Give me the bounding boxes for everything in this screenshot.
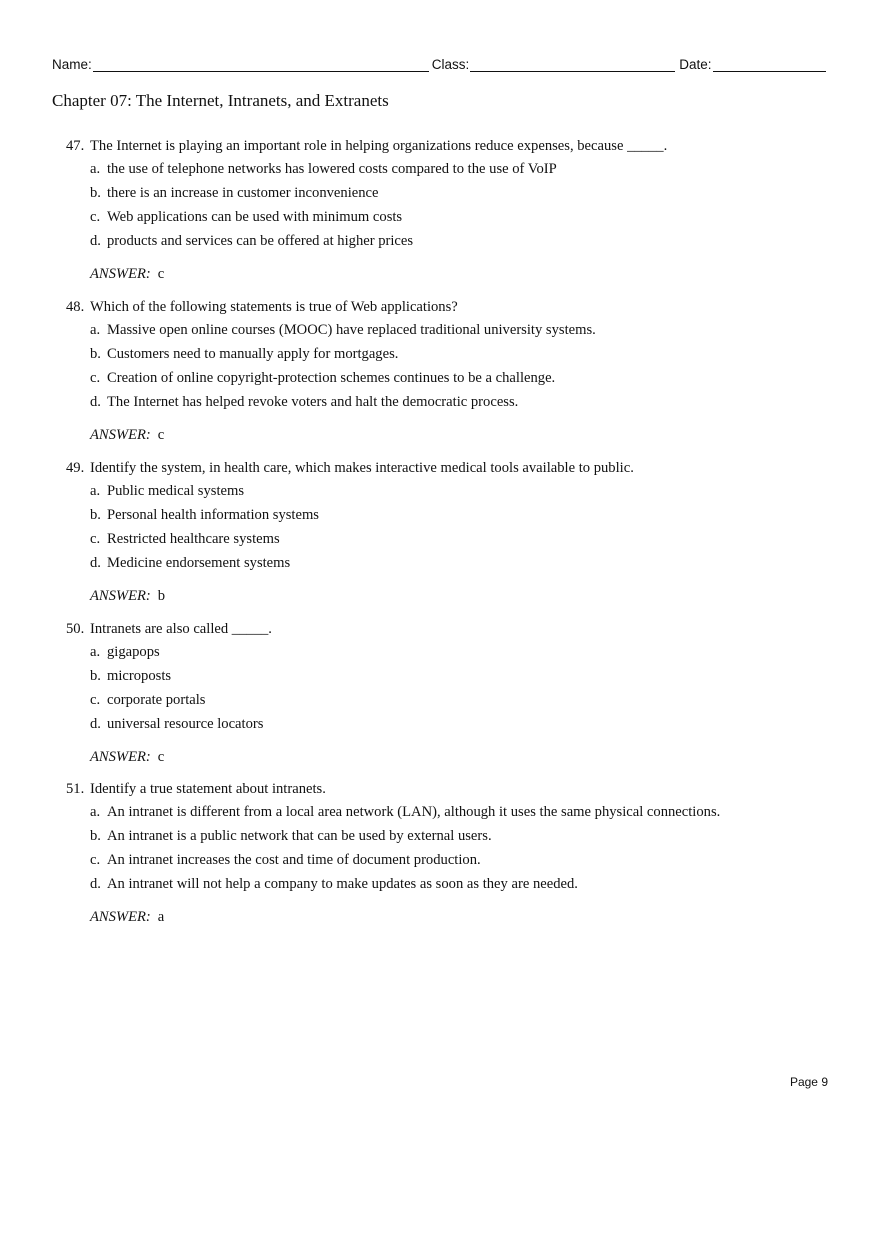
option-text: An intranet is different from a local area network (LAN), although it uses the same physical connections. — [107, 804, 721, 820]
option-text: The Internet has helped revoke voters and halt the democratic process. — [107, 394, 519, 410]
option-a — [90, 157, 691, 181]
option-b — [90, 503, 658, 527]
option-text: Restricted healthcare systems — [107, 531, 280, 547]
question-stem — [66, 135, 667, 157]
option-d — [90, 872, 720, 896]
option-letter: a. — [90, 483, 101, 499]
question-text: Identify a true statement about intranets. — [90, 781, 326, 797]
option-letter: d. — [90, 555, 101, 571]
answer-label: ANSWER: — [90, 588, 151, 604]
answer-label: ANSWER: — [90, 909, 151, 925]
answer-line — [90, 424, 596, 446]
option-d — [90, 551, 658, 575]
option-text: gigapops — [107, 644, 160, 660]
option-text: An intranet is a public network that can be used by external users. — [107, 828, 492, 844]
option-c — [90, 527, 658, 551]
name-blank-line — [93, 57, 429, 72]
question-48 — [66, 296, 596, 446]
option-text: products and services can be offered at higher prices — [107, 233, 414, 249]
name-label: Name: — [52, 57, 92, 72]
option-text: An intranet increases the cost and time of document production. — [107, 852, 481, 868]
option-text: Personal health information systems — [107, 507, 319, 523]
option-letter: b. — [90, 507, 101, 523]
option-c — [90, 848, 720, 872]
option-letter: b. — [90, 828, 101, 844]
option-b — [90, 342, 596, 366]
option-letter: d. — [90, 876, 101, 892]
question-stem — [66, 618, 272, 640]
date-field — [679, 57, 825, 72]
option-text: universal resource locators — [107, 716, 264, 732]
option-text: Customers need to manually apply for mortgages. — [107, 346, 399, 362]
option-text: Creation of online copyright-protection schemes continues to be a challenge. — [107, 370, 556, 386]
class-field — [432, 57, 676, 72]
option-b — [90, 824, 720, 848]
option-c — [90, 688, 296, 712]
chapter-title: Chapter 07: The Internet, Intranets, and Extranets — [52, 91, 389, 110]
answer-value: a — [157, 909, 165, 925]
option-letter: b. — [90, 346, 101, 362]
question-50 — [66, 618, 272, 768]
question-text: Identify the system, in health care, which makes interactive medical tools available to public. — [90, 460, 634, 476]
option-text: the use of telephone networks has lowered costs compared to the use of VoIP — [107, 161, 557, 177]
page-number: Page 9 — [789, 1075, 828, 1089]
option-text: there is an increase in customer inconvenience — [107, 185, 379, 201]
question-number: 48. — [66, 299, 85, 315]
option-a — [90, 640, 296, 664]
option-letter: d. — [90, 233, 101, 249]
option-letter: a. — [90, 161, 101, 177]
question-text: Intranets are also called _____. — [90, 621, 272, 637]
option-letter: d. — [90, 716, 101, 732]
question-stem — [66, 296, 572, 318]
option-text: Massive open online courses (MOOC) have replaced traditional university systems. — [107, 322, 596, 338]
option-c — [90, 205, 691, 229]
option-text: An intranet will not help a company to make updates as soon as they are needed. — [107, 876, 578, 892]
option-text: corporate portals — [107, 692, 206, 708]
date-label: Date: — [679, 57, 712, 72]
option-letter: d. — [90, 394, 101, 410]
answer-line — [90, 746, 296, 768]
answer-label: ANSWER: — [90, 749, 151, 765]
header-fields — [52, 50, 828, 72]
option-letter: a. — [90, 322, 101, 338]
answer-value: b — [157, 588, 166, 604]
option-letter: c. — [90, 692, 101, 708]
option-letter: a. — [90, 804, 101, 820]
option-c — [90, 366, 596, 390]
option-letter: c. — [90, 531, 101, 547]
option-letter: b. — [90, 668, 101, 684]
option-d — [90, 712, 296, 736]
answer-value: c — [157, 266, 165, 282]
option-a — [90, 479, 658, 503]
name-field — [52, 57, 429, 72]
question-stem — [66, 778, 696, 800]
option-d — [90, 229, 691, 253]
question-text: Which of the following statements is true of Web applications? — [90, 299, 458, 315]
option-letter: c. — [90, 209, 101, 225]
answer-value: c — [157, 749, 165, 765]
option-text: microposts — [107, 668, 172, 684]
option-letter: c. — [90, 852, 101, 868]
question-number: 51. — [66, 781, 85, 797]
answer-line — [90, 263, 691, 285]
option-d — [90, 390, 596, 414]
option-b — [90, 181, 691, 205]
question-number: 47. — [66, 138, 85, 154]
question-51 — [66, 778, 721, 928]
question-49 — [66, 457, 634, 607]
answer-line — [90, 585, 658, 607]
answer-label: ANSWER: — [90, 266, 151, 282]
question-number: 49. — [66, 460, 85, 476]
question-text: The Internet is playing an important role in helping organizations reduce expenses, because _____. — [90, 138, 668, 154]
answer-value: c — [157, 427, 165, 443]
question-number: 50. — [66, 621, 85, 637]
option-letter: b. — [90, 185, 101, 201]
answer-label: ANSWER: — [90, 427, 151, 443]
option-text: Medicine endorsement systems — [107, 555, 291, 571]
option-a — [90, 800, 720, 824]
option-text: Web applications can be used with minimum costs — [107, 209, 403, 225]
option-a — [90, 318, 596, 342]
option-letter: a. — [90, 644, 101, 660]
option-b — [90, 664, 296, 688]
question-stem — [66, 457, 634, 479]
option-letter: c. — [90, 370, 101, 386]
option-text: Public medical systems — [107, 483, 245, 499]
class-blank-line — [470, 57, 675, 72]
date-blank-line — [713, 57, 826, 72]
class-label: Class: — [431, 57, 470, 72]
answer-line — [90, 906, 720, 928]
question-47 — [66, 135, 667, 285]
